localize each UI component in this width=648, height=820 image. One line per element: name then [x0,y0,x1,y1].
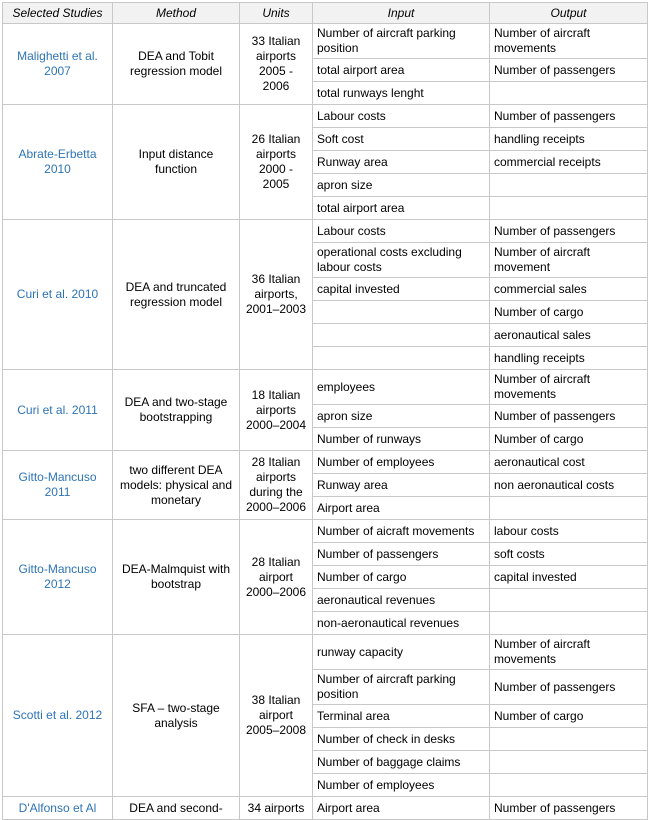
output-cell: non aeronautical costs [490,474,648,497]
table-body [3,24,648,820]
study-name: Abrate-Erbetta 2010 [3,105,113,220]
study-units: 26 Italian airports 2000 - 2005 [240,105,313,220]
output-cell: Number of cargo [490,301,648,324]
study-units: 36 Italian airports, 2001–2003 [240,220,313,370]
input-cell: Airport area [313,797,490,820]
output-cell [490,728,648,751]
input-cell: Number of aircraft parking position [313,24,490,59]
output-cell: Number of aircraft movements [490,370,648,405]
input-cell: Labour costs [313,220,490,243]
study-name: Curi et al. 2010 [3,220,113,370]
study-units: 28 Italian airports during the 2000–2006 [240,451,313,520]
table-row [3,220,648,243]
output-cell: handling receipts [490,128,648,151]
studies-table [2,2,648,820]
study-method: two different DEA models: physical and monetary [113,451,240,520]
study-name: Malighetti et al. 2007 [3,24,113,105]
output-cell [490,751,648,774]
input-cell: Number of aircraft parking position [313,670,490,705]
header-units: Units [240,3,313,24]
study-name: Gitto-Mancuso 2012 [3,520,113,635]
input-cell: Terminal area [313,705,490,728]
output-cell [490,174,648,197]
input-cell: employees [313,370,490,405]
header-method: Method [113,3,240,24]
study-method: DEA and second- [113,797,240,820]
input-cell: Number of passengers [313,543,490,566]
study-method: DEA-Malmquist with bootstrap [113,520,240,635]
study-units: 28 Italian airport 2000–2006 [240,520,313,635]
input-cell: Airport area [313,497,490,520]
input-cell: Number of cargo [313,566,490,589]
study-units: 18 Italian airports 2000–2004 [240,370,313,451]
study-method: DEA and truncated regression model [113,220,240,370]
input-cell [313,324,490,347]
output-cell: Number of passengers [490,59,648,82]
input-cell: Number of aicraft movements [313,520,490,543]
output-cell: Number of cargo [490,428,648,451]
input-cell: Number of check in desks [313,728,490,751]
output-cell: handling receipts [490,347,648,370]
input-cell: runway capacity [313,635,490,670]
input-cell: Labour costs [313,105,490,128]
output-cell: aeronautical sales [490,324,648,347]
input-cell [313,347,490,370]
table-row [3,635,648,670]
output-cell [490,612,648,635]
study-units: 34 airports [240,797,313,820]
input-cell: apron size [313,174,490,197]
input-cell: Number of runways [313,428,490,451]
output-cell: soft costs [490,543,648,566]
output-cell: commercial sales [490,278,648,301]
study-method: DEA and Tobit regression model [113,24,240,105]
study-method: Input distance function [113,105,240,220]
header-output: Output [490,3,648,24]
header-selected-studies: Selected Studies [3,3,113,24]
input-cell [313,301,490,324]
output-cell: labour costs [490,520,648,543]
study-name: Gitto-Mancuso 2011 [3,451,113,520]
study-name: D'Alfonso et Al [3,797,113,820]
output-cell: Number of aircraft movements [490,635,648,670]
input-cell: Number of employees [313,774,490,797]
input-cell: Number of baggage claims [313,751,490,774]
output-cell: commercial receipts [490,151,648,174]
output-cell: Number of cargo [490,705,648,728]
study-units: 38 Italian airport 2005–2008 [240,635,313,797]
input-cell: total airport area [313,59,490,82]
table-row [3,451,648,474]
input-cell: capital invested [313,278,490,301]
input-cell: total runways lenght [313,82,490,105]
input-cell: Number of employees [313,451,490,474]
study-name: Scotti et al. 2012 [3,635,113,797]
header-input: Input [313,3,490,24]
output-cell [490,774,648,797]
table-row [3,24,648,59]
output-cell: Number of aircraft movement [490,243,648,278]
input-cell: aeronautical revenues [313,589,490,612]
input-cell: non-aeronautical revenues [313,612,490,635]
input-cell: operational costs excluding labour costs [313,243,490,278]
output-cell [490,197,648,220]
output-cell: Number of passengers [490,670,648,705]
output-cell: Number of passengers [490,797,648,820]
output-cell: Number of passengers [490,105,648,128]
input-cell: Soft cost [313,128,490,151]
study-units: 33 Italian airports 2005 - 2006 [240,24,313,105]
study-name: Curi et al. 2011 [3,370,113,451]
study-method: DEA and two-stage bootstrapping [113,370,240,451]
input-cell: total airport area [313,197,490,220]
output-cell: Number of passengers [490,405,648,428]
output-cell [490,589,648,612]
output-cell [490,497,648,520]
input-cell: Runway area [313,474,490,497]
table-row [3,105,648,128]
output-cell: Number of passengers [490,220,648,243]
table-row [3,520,648,543]
output-cell: capital invested [490,566,648,589]
input-cell: Runway area [313,151,490,174]
output-cell [490,82,648,105]
study-method: SFA – two-stage analysis [113,635,240,797]
output-cell: Number of aircraft movements [490,24,648,59]
output-cell: aeronautical cost [490,451,648,474]
table-row [3,370,648,405]
table-row [3,797,648,820]
header-row [3,3,648,24]
input-cell: apron size [313,405,490,428]
